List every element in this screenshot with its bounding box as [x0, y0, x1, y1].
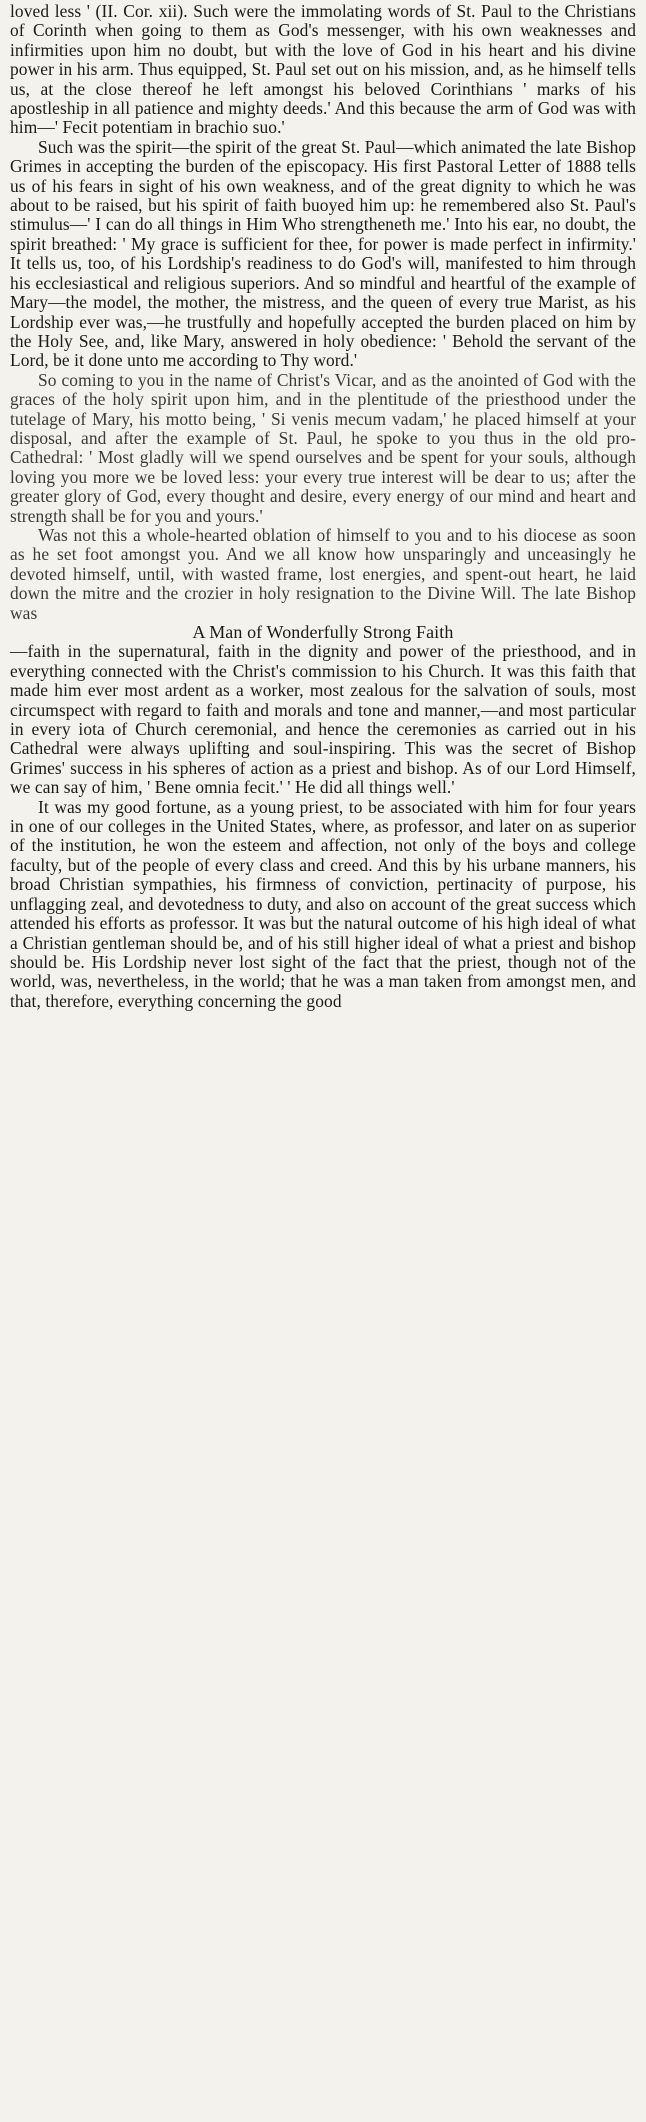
paragraph-5: —faith in the supernatural, faith in the dignity and power of the priesthood, and in everything connected with the Christ's commission to his Church. It was this faith that made him ever most ardent as a worker, most zealous for the salvation of souls, most circumspect with regard to faith and morals and tone and manner,—and most particular in every iota of Church ceremonial, and hence the ceremonies as carried out in his Cathedral were always uplifting and soul-inspiring. This was the secret of Bishop Grimes' success in his spheres of action as a priest and bishop. As of our Lord Himself, we can say of him, ' Bene omnia fecit.' ' He did all things well.': [10, 641, 636, 798]
paragraph-1: loved less ' (II. Cor. xii). Such were the immolating words of St. Paul to the Christians of Corinth when going to them as God's messenger, with his own weaknesses and infirmities upon him no doubt, but with the love of God in his heart and his divine power in his arm. Thus equipped, St. Paul set out on his mission, and, as he himself tells us, at the close thereof he left amongst his beloved Corinthians ' marks of his apostleship in all patience and mighty deeds.' And this because the arm of God was with him—' Fecit potentiam in brachio suo.': [10, 1, 636, 138]
section-subheading: A Man of Wonderfully Strong Faith: [192, 622, 454, 642]
paragraph-6: It was my good fortune, as a young priest, to be associated with him for four years in one of our colleges in the United States, where, as professor, and later on as superior of the institution, he won the esteem and affection, not only of the boys and college faculty, but of the people of every class and creed. And this by his urbane manners, his broad Christian sympathies, his firmness of conviction, pertinacity of purpose, his unflagging zeal, and devotedness to duty, and also on account of the great success which attended his efforts as professor. It was but the natural outcome of his high ideal of what a Christian gentleman should be, and of his still higher ideal of what a priest and bishop should be. His Lordship never lost sight of the fact that the priest, though not of the world, was, nevertheless, in the world; that he was a man taken from amongst men, and that, therefore, everything concerning the good: [10, 796, 636, 1011]
paragraph-4: Was not this a whole-hearted oblation of himself to you and to his diocese as soon as he set foot amongst you. And we all know how unsparingly and unceasingly he devoted himself, until, with wasted frame, lost energies, and spent-out heart, he laid down the mitre and the crozier in holy resignation to the Divine Will. The late Bishop was: [10, 524, 636, 623]
paragraph-2: Such was the spirit—the spirit of the great St. Paul—which animated the late Bishop Grimes in accepting the burden of the episcopacy. His first Pastoral Letter of 1888 tells us of his fears in sight of his own weakness, and of the great dignity to which he was about to be raised, but his spirit of faith buoyed him up: he remembered also St. Paul's stimulus—' I can do all things in Him Who strengtheneth me.' Into his ear, no doubt, the spirit breathed: ' My grace is sufficient for thee, for power is made perfect in infirmity.' It tells us, too, of his Lordship's readiness to do God's will, manifested to him through his ecclesiastical and religious superiors. And so mindful and heartful of the example of Mary—the model, the mother, the mistress, and the queen of every true Marist, as his Lordship ever was,—he trustfully and hopefully accepted the burden placed on him by the Holy See, and, like Mary, answered in holy obedience: ' Behold the servant of the Lord, be it done unto me according to Thy word.': [10, 136, 636, 371]
article-column: [0, 0, 646, 1011]
paragraph-3: So coming to you in the name of Christ's Vicar, and as the anointed of God with the graces of the holy spirit upon him, and in the plentitude of the priesthood under the tutelage of Mary, his motto being, ' Si venis mecum vadam,' he placed himself at your disposal, and after the example of St. Paul, he spoke to you thus in the old pro-Cathedral: ' Most gladly will we spend ourselves and be spent for your souls, although loving you more we be loved less: your every true interest will be dear to us; after the greater glory of God, every thought and desire, every energy of our mind and heart and strength shall be for you and yours.': [10, 369, 636, 526]
